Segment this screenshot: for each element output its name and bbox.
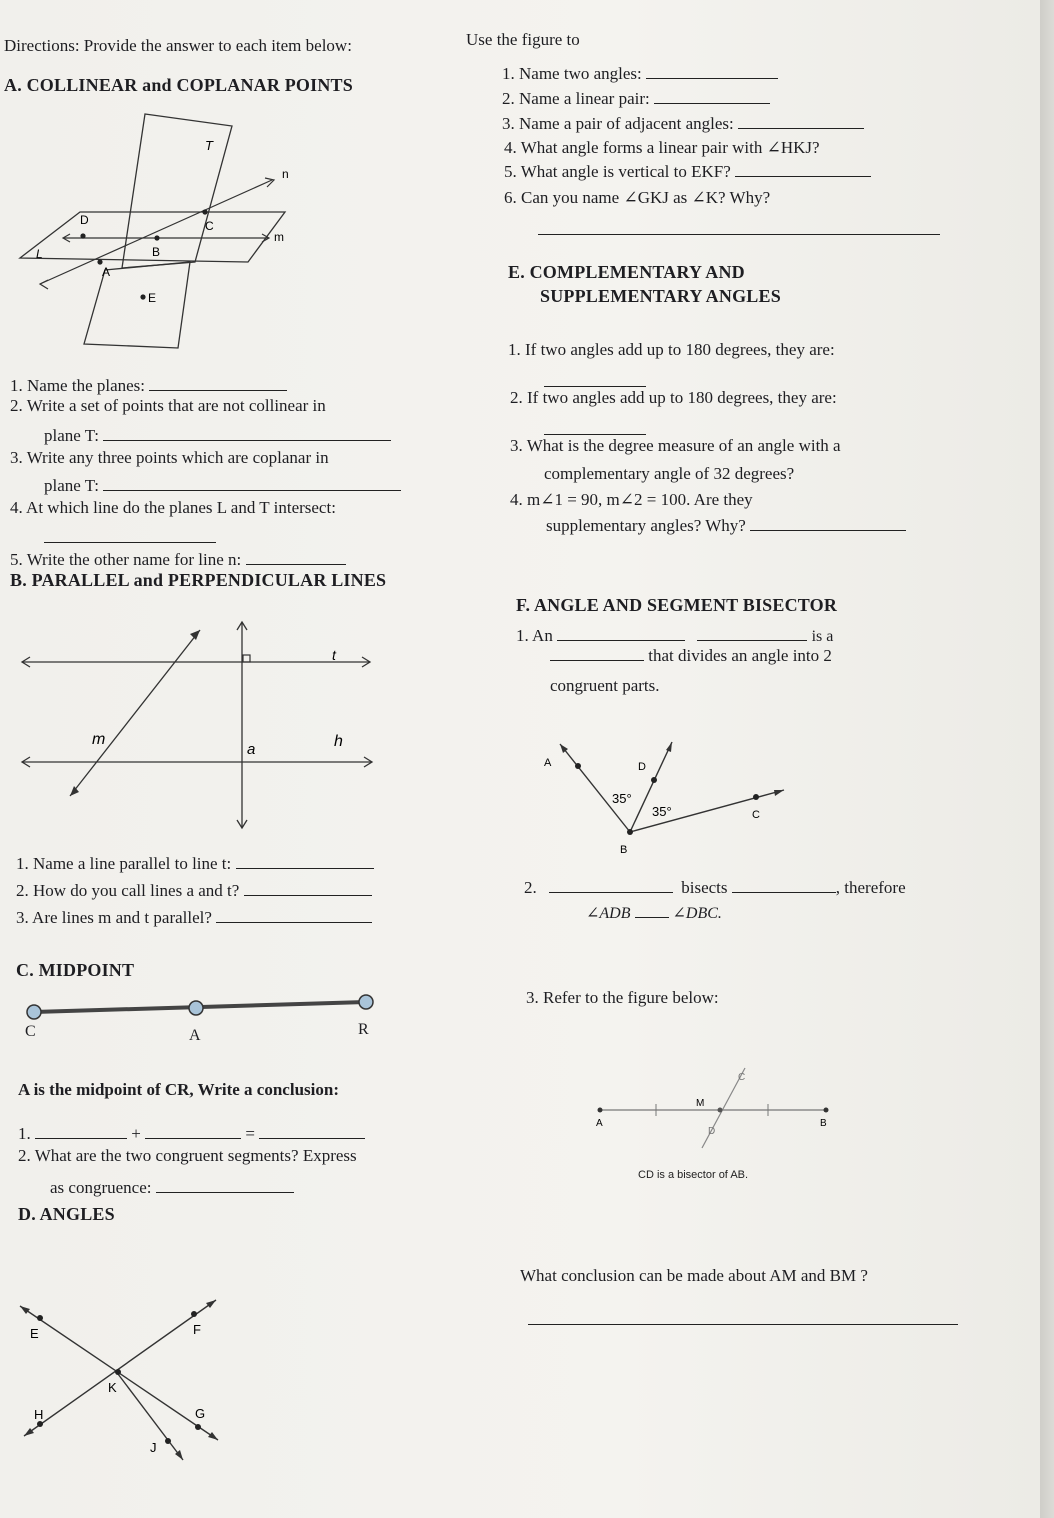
a-q5: 5. Write the other name for line n: (10, 550, 346, 570)
label-point-e: E (148, 291, 157, 305)
label-point-h: H (34, 1407, 44, 1422)
c-q2: 2. What are the two congruent segments? Express (18, 1146, 357, 1165)
label-line-m-b: m (92, 731, 106, 748)
label-point-f: F (193, 1322, 201, 1337)
f-q1-mid: that divides an angle into 2 (550, 646, 832, 666)
label-r: R (358, 1021, 369, 1038)
e-q4-b: supplementary angles? Why? (546, 516, 906, 536)
e-q3-b: complementary angle of 32 degrees? (544, 464, 795, 483)
r-q5: 5. What angle is vertical to EKF? (504, 162, 871, 182)
f-q3: 3. Refer to the figure below: (526, 988, 719, 1007)
a-q1: 1. Name the planes: (10, 376, 287, 396)
directions: Directions: Provide the answer to each item below: (4, 36, 352, 55)
section-e-title-1: E. COMPLEMENTARY AND (508, 262, 745, 282)
b-q1: 1. Name a line parallel to line t: (16, 854, 374, 874)
e-q4: 4. m∠1 = 90, m∠2 = 100. Are they (510, 490, 753, 509)
label-s-a: A (596, 1118, 603, 1129)
f-conclusion-blank (528, 1310, 958, 1330)
label-point-g: G (195, 1406, 206, 1421)
label-f-a: A (544, 757, 552, 769)
r-q4: 4. What angle forms a linear pair with ∠HKJ? (504, 138, 820, 157)
section-d-title: D. ANGLES (18, 1204, 115, 1224)
section-f-title: F. ANGLE AND SEGMENT BISECTOR (516, 595, 838, 615)
f-q2: 2. bisects , therefore (524, 878, 906, 897)
label-plane-t: T (205, 138, 213, 153)
label-line-a: a (247, 741, 256, 758)
fig3-caption: CD is a bisector of AB. (638, 1169, 749, 1181)
a-q2: 2. Write a set of points that are not collinear in (10, 396, 326, 415)
label-line-n: n (282, 167, 289, 181)
section-a-title: A. COLLINEAR and COPLANAR POINTS (4, 75, 353, 95)
c-q1: 1. + = (18, 1124, 365, 1144)
label-point-j: J (150, 1440, 157, 1455)
a-q3: 3. Write any three points which are coplanar in (10, 448, 329, 467)
label-point-e-d: E (30, 1326, 39, 1341)
label-line-m: m (274, 230, 284, 244)
f-q2-angles: ∠ADB ∠DBC. (586, 905, 722, 922)
e-q3: 3. What is the degree measure of an angle with a (510, 436, 841, 455)
label-f-b: B (620, 844, 628, 856)
section-c-title: C. MIDPOINT (16, 960, 135, 980)
e-q2: 2. If two angles add up to 180 degrees, they are: (510, 388, 837, 407)
label-point-a: A (102, 265, 111, 279)
r-q2: 2. Name a linear pair: (502, 89, 770, 109)
a-q3-plane: plane T: (44, 476, 401, 496)
label-angle-1: 35° (612, 791, 632, 806)
label-line-t: t (332, 647, 336, 663)
a-q4: 4. At which line do the planes L and T intersect: (10, 498, 336, 517)
label-f-c: C (752, 809, 760, 821)
label-point-d: D (80, 213, 89, 227)
r-q3: 3. Name a pair of adjacent angles: (502, 114, 864, 134)
r-q1: 1. Name two angles: (502, 64, 778, 84)
a-q2-plane: plane T: (44, 426, 391, 446)
f-conclusion-q: What conclusion can be made about AM and BM ? (520, 1266, 868, 1285)
right-intro: Use the figure to (466, 30, 580, 49)
label-line-h: h (334, 733, 343, 750)
label-a-mid: A (189, 1027, 201, 1044)
r-q6: 6. Can you name ∠GKJ as ∠K? Why? (504, 188, 771, 207)
section-e-title-2: SUPPLEMENTARY ANGLES (540, 286, 781, 306)
label-s-c: C (738, 1072, 746, 1083)
c-prompt: A is the midpoint of CR, Write a conclusion: (18, 1080, 339, 1099)
b-q2: 2. How do you call lines a and t? (16, 881, 372, 901)
section-b-title: B. PARALLEL and PERPENDICULAR LINES (10, 570, 387, 590)
label-plane-l: L (36, 247, 43, 261)
f-q1: 1. An is a (516, 626, 834, 645)
label-c: C (25, 1023, 36, 1040)
label-s-b: B (820, 1118, 827, 1129)
f-q1-end: congruent parts. (550, 676, 660, 695)
b-q3: 3. Are lines m and t parallel? (16, 908, 372, 928)
label-s-m: M (696, 1098, 705, 1109)
label-point-k: K (108, 1380, 117, 1395)
c-q2-congruence: as congruence: (50, 1178, 294, 1198)
e-q1: 1. If two angles add up to 180 degrees, they are: (508, 340, 835, 359)
label-s-d: D (708, 1126, 716, 1137)
label-point-b: B (152, 245, 161, 259)
label-angle-2: 35° (652, 804, 672, 819)
label-point-c: C (205, 219, 214, 233)
label-f-d: D (638, 761, 646, 773)
